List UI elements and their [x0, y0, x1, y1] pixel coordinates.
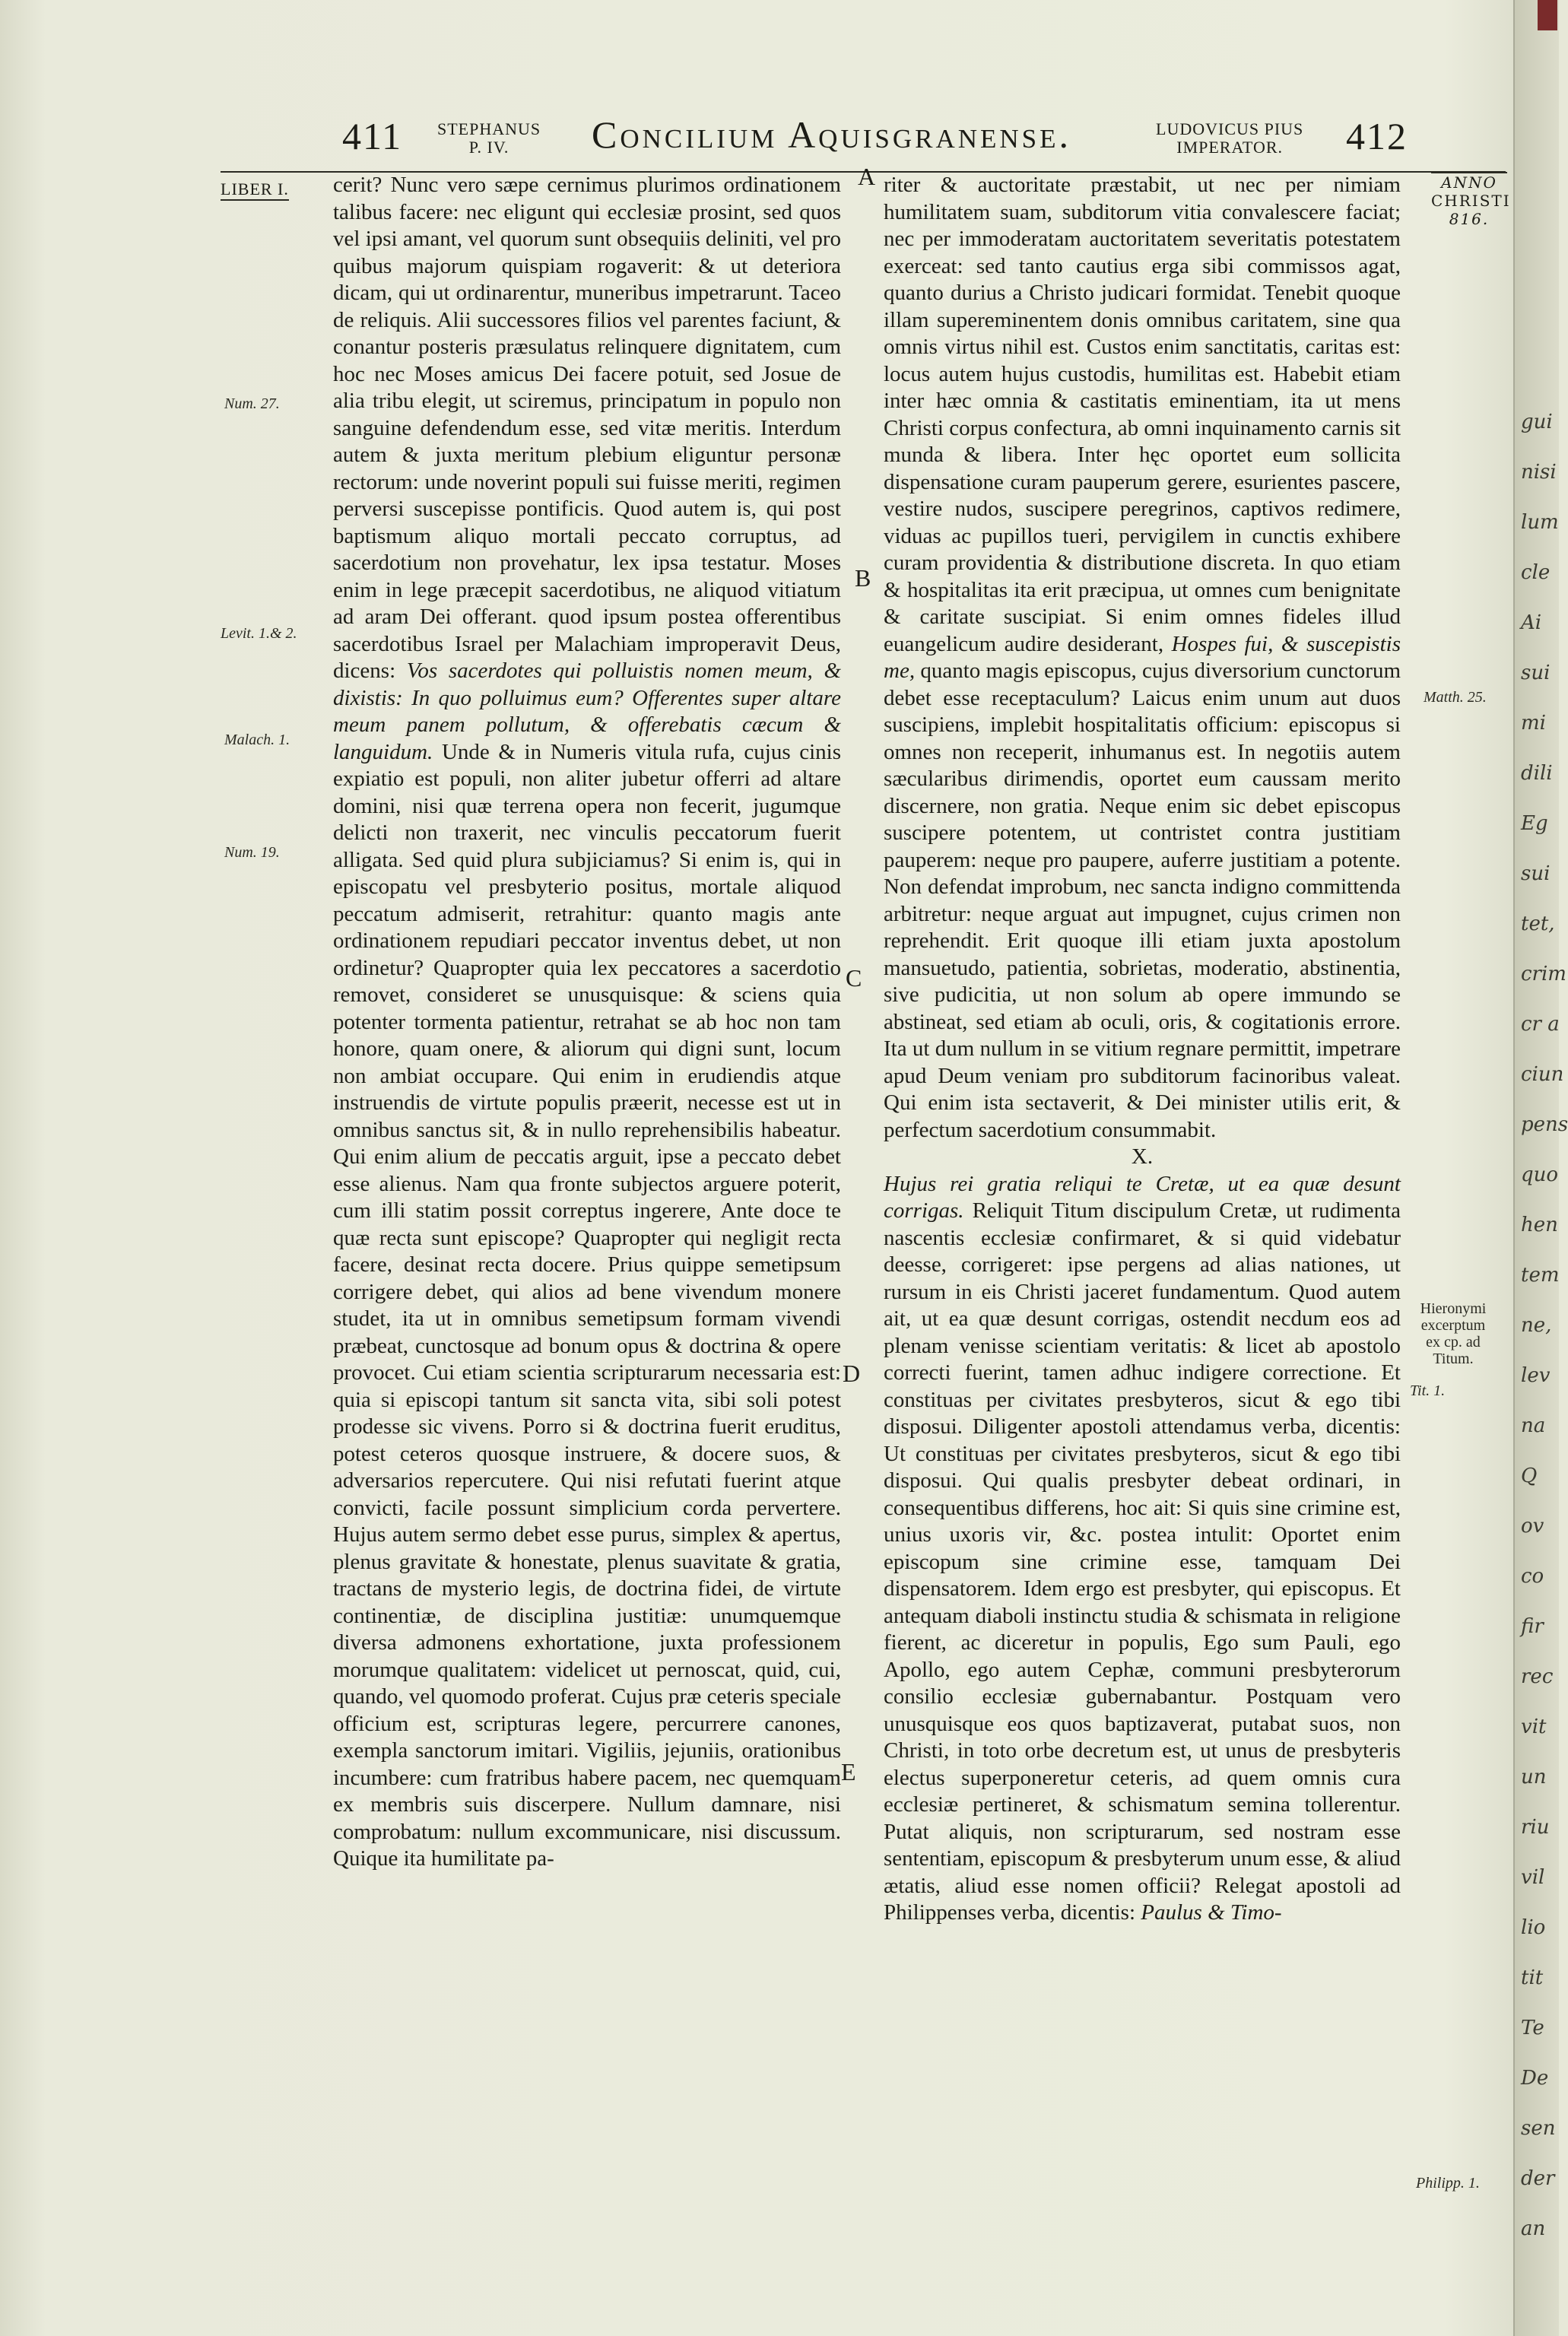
section-letter-b: B [855, 564, 871, 592]
margin-note-matth: Matth. 25. [1424, 689, 1487, 706]
next-page-fragment: lio [1521, 1916, 1546, 1939]
next-page-fragment: De [1521, 2067, 1549, 2090]
next-page-fragment: tit [1521, 1966, 1544, 1989]
next-page-fragment: na [1521, 1414, 1546, 1437]
right-paragraph-2 [884, 1171, 1401, 1927]
next-page-fragment: lum [1521, 511, 1559, 534]
next-page-fragment: an [1521, 2217, 1546, 2240]
next-page-fragment: tet, [1521, 912, 1555, 935]
malachi-quotation: Vos sacerdotes qui polluistis nomen meum, & dixistis: In quo polluimus eum? Offerentes super altare meum panem pollutum, & offerebatis cæcum & languidum. [333, 659, 841, 764]
hieronymi-line-3: ex cp. ad [1426, 1334, 1481, 1350]
next-page-fragment: ne, [1521, 1314, 1552, 1337]
next-page-fragment: hen [1521, 1214, 1558, 1236]
next-page-fragment: sui [1521, 662, 1551, 684]
next-page-fragment: sen [1521, 2117, 1556, 2140]
matthew-quotation: Hospes fui, & suscepistis me, [884, 631, 1401, 683]
next-page-fragment: cr a [1521, 1013, 1560, 1036]
titus-quotation: Hujus rei gratia reliqui te Cretæ, ut ea quæ desunt corrigas. [884, 1171, 1401, 1223]
running-head-ludovicus [1156, 120, 1303, 157]
margin-note-malach: Malach. 1. [224, 732, 290, 748]
next-page-fragment: crim [1521, 963, 1566, 986]
next-page-fragment: co [1521, 1565, 1544, 1588]
next-page-fragment: Q [1521, 1465, 1538, 1487]
ribbon-marker [1538, 0, 1557, 30]
ludovicus-title: IMPERATOR. [1176, 138, 1284, 157]
anno-christi-note [1431, 172, 1511, 228]
next-page-fragment: riu [1521, 1816, 1550, 1839]
margin-note-num19: Num. 19. [224, 844, 280, 861]
next-page-edge [1513, 0, 1568, 2336]
next-page-fragment: der [1521, 2167, 1555, 2190]
next-page-fragment: un [1521, 1766, 1547, 1788]
stephanus-line: STEPHANUS [437, 119, 541, 138]
right-text-2: quanto magis episcopus, cujus diversorium cunctorum debet esse receptaculum? Laicus enim unum aut duos suscipiens, implebit hospitalitatis officium: episcopus si omnes non receperit, inhumanus est. In negotiis autem sæcularibus dirimendis, oportet eum caussam merito discernere, non gratia. Neque enim sic debet episcopus suscipere potentem, ut contristet contra justitiam pauperem: neque pro paupere, auferre justitiam a potente. Non defendat improbum, nec sancta indigno committenda arbitretur: neque arguat aut impugnet, cujus crimen non reprehendit. Erit quoque illi etiam juxta apostolum mansuetudo, patientia, sobrietas, moderatio, abstinentia, sive pudicitia, ut non solum ab opere immundo se abstineat, sed etiam ab oculi, oris, & cogitationis errore. Ita ut dum nullum in se vitium regnare permittit, impetrare apud Deum veniam pro subditorum facinoribus valeat. Qui enim ista sectaverit, & Dei minister utilis erit, & perfectum sacerdotium consummabit. [884, 659, 1401, 1142]
left-text-1: cerit? Nunc vero sæpe cernimus plurimos ordinationem talibus facere: nec eligunt qui ecclesiæ prosint, sed quos vel ipsi amant, vel quorum sunt obsequiis deliniti, vel pro quibus majorum quispiam rogaverit: & ut deteriora dicam, qui ut ordinarentur, muneribus impetrarunt. Taceo de reliquis. Alii successores filios vel parentes faciunt, & conantur posteris præsulatus relinquere dignitatem, cum hoc nec Moses amicus Dei facere potuit, sed Josue de alia tribu elegit, ut sciremus, principatum in populo non sanguine defendendum esse, sed vitæ meritis. Interdum autem & juxta meritum plebium eliguntur personæ rectorum: unde noverint populi sui fuisse meriti, regimen perversi suscepisse pontificis. Quod autem is, qui post baptismum aliquo mortali peccato corruptus, ad sacerdotium non provehatur, lex ipsa testatur. Moses enim in lege præcepit sacerdotibus, ne aliquod vitiatum ad aram Dei offerant. quod ipsum postea offerentibus sacerdotibus Israel per Malachiam improperavit Deus, dicens: [333, 173, 841, 683]
next-page-fragment: cle [1521, 561, 1551, 584]
next-page-fragment: vit [1521, 1716, 1547, 1738]
right-text-3: Reliquit Titum discipulum Cretæ, ut rudimenta nascentis ecclesiæ confirmaret, & si quid videbatur deesse, corrigeret: ipse pergens ad alias nationes, ut rursum in eis Christi jaceret fundamentum. Quod autem ait, ut ea quæ desunt corrigas, ostendit necdum eos ad plenam venisse scientiam veritatis: & licet ab apostolo correcti fuerint, tamen adhuc indigere correctione. Et constituas per civitates presbyteros, sicut & ego tibi disposui. Diligenter apostoli attendamus verba, dicentis: Ut constituas per civitates presbyteros, sicut & ego tibi disposui. Qui qualis presbyter debeat ordinari, in consequentibus differens, hoc ait: Si quis sine crimine est, unius uxoris vir, &c. postea intulit: Oportet enim episcopum sine crimine esse, tamquam Dei dispensatorem. Idem ergo est presbyter, qui episcopus. Et antequam diaboli instinctu studia & schismata in religione fierent, ac diceretur in populis, Ego sum Pauli, ego Apollo, ego autem Cephæ, communi presbyterorum consilio ecclesiæ gubernabantur. Postquam vero unusquisque eos quos baptizaverat, putabat suos, non Christi, in toto orbe decretum est, ut unus de presbyteris electus superponeretur ceteris, ad quem omnis cura ecclesiæ pertineret, & schismatum semina tollerentur. Putat aliquis, non scripturarum, sed nostram esse sententiam, episcopum & presbyterum unum esse, & aliud ætatis, aliud esse nomen officii? Relegat apostoli ad Philippenses verba, dicentis: [884, 1198, 1401, 1925]
anno-year: 816. [1449, 210, 1490, 228]
christi-label: CHRISTI [1431, 192, 1511, 210]
liber-label: LIBER I. [221, 179, 289, 201]
next-page-fragment: mi [1521, 712, 1546, 735]
next-page-fragment: nisi [1521, 461, 1557, 484]
next-page-fragment: vil [1521, 1866, 1545, 1889]
ludovicus-line: LUDOVICUS PIUS [1156, 119, 1304, 138]
page-title: Concilium Aquisgranense. [592, 113, 1072, 156]
next-page-fragment: Ai [1521, 611, 1542, 634]
next-page-fragment: pens [1521, 1113, 1568, 1136]
anno-label: ANNO [1431, 172, 1507, 192]
next-page-fragment: Eg [1521, 812, 1548, 835]
margin-note-num27: Num. 27. [224, 395, 280, 412]
section-letter-d: D [843, 1360, 861, 1387]
page-number-right: 412 [1346, 115, 1408, 157]
next-page-fragment: rec [1521, 1665, 1554, 1688]
margin-note-tit: Tit. 1. [1410, 1382, 1446, 1399]
next-page-fragment: ov [1521, 1515, 1544, 1538]
next-page-fragment: Te [1521, 2017, 1544, 2039]
next-page-fragment: dili [1521, 762, 1553, 785]
margin-note-philipp: Philipp. 1. [1416, 2175, 1480, 2192]
stephanus-pontificate: P. IV. [468, 138, 509, 157]
hieronymi-line-2: excerptum [1420, 1317, 1486, 1334]
next-page-fragment: fir [1521, 1615, 1544, 1638]
next-page-fragment: quo [1521, 1163, 1559, 1186]
section-heading-x: X. [1131, 1144, 1154, 1169]
page-number-left: 411 [342, 115, 403, 157]
left-column-text [333, 172, 841, 1873]
hieronymi-line-4: Titum. [1433, 1350, 1474, 1367]
margin-note-hieronymi [1411, 1300, 1495, 1367]
section-letter-c: C [846, 964, 862, 992]
left-paragraph [333, 172, 841, 1873]
section-letter-e: E [841, 1758, 856, 1785]
section-letter-a: A [858, 163, 876, 190]
right-text-1: riter & auctoritate præstabit, ut nec per nimiam humilitatem suam, subditorum vitia convalescere faciat; nec per immoderatam auctoritatem severitatis potestatem exerceat: sed tanto cautius erga sibi commissos agat, quanto durius a Christo judicari formidat. Tenebit quoque illam supereminentem donis omnibus caritatem, sine qua omnis virtus nihil est. Custos enim sanctitatis, caritas est: locus autem hujus custodis, humilitas est. Habebit etiam inter hæc omnia & castitatis eminentiam, ita ut mens Christi corpus confectura, ab omni inquinamento carnis sit munda & libera. Inter hęc oportet eum sollicita dispensatione curam pauperum gerere, esurientes pascere, vestire nudos, suscipere peregrinos, captivos redimere, viduas ac pupillos tueri, pervigilem in cunctis exhibere curam providentia & distributione discreta. In quo etiam & hospitalitas ita erit præcipua, ut omnes cum benignitate & caritate suscipiat. Si enim omnes fideles illud euangelicum audire desiderant, [884, 173, 1401, 656]
next-page-fragment: sui [1521, 862, 1551, 885]
left-text-2: Unde & in Numeris vitula rufa, cujus cinis expiatio est populi, non aliter jubetur offerri ad altare domini, nisi quæ terrena opera non fecerit, jugumque delicti non traxerit, nec vinculis peccatorum fuerit alligata. Sed quid plura subjiciamus? Si enim is, qui in episcopatu vel presbyterio positus, mortale aliquod peccatum admiserit, retrahitur: quanto magis ante ordinationem repudiari peccator inventus debet, ut non ordinetur? Quapropter quia lex peccatores a sacerdotio removet, consideret se unusquisque: & sciens quia potenter tormenta patientur, retrahat se ab hoc non tam honore, quam onere, & aliorum qui digni sunt, locum non ambiat occupare. Qui enim in erudiendis atque instruendis de virtute populis præerit, necesse est ut in omnibus sanctus sit, & in nullo reprehensibilis habeatur. Qui enim alium de peccatis arguit, ipse a peccato debet esse alienus. Nam qua fronte subjectos arguere poterit, cum illi statim possit correptus ingerere, Ante doce te quæ recta sunt episcope? Quapropter qui negligit recta facere, desinat recta docere. Prius quippe semetipsum corrigere debet, qui alios ad bene vivendum monere studet, ita ut in omnibus semetipsum formam vivendi præbeat, cunctosque ad bonum opus & doctrina & opere provocet. Cui etiam scientia scripturarum necessaria est: quia si episcopi tantum sit sancta vita, sibi soli potest prodesse sic vivens. Porro si & doctrina fuerit eruditus, potest ceteros quosque instruere, & docere suos, & adversarios repercutere. Qui nisi refutati fuerint atque convicti, facile possunt simplicium corda pervertere. Hujus autem sermo debet esse purus, simplex & apertus, plenus gravitate & honestate, plenus suavitate & gratia, tractans de mysterio legis, de doctrina fidei, de virtute continentiæ, de disciplina justitiæ: unumquemque diversa admonens exhortatione, juxta professionem morumque qualitatem: videlicet ut pernoscat, quid, cui, quando, vel quomodo proferat. Cujus præ ceteris speciale officium est, scripturas legere, percurrere canones, exempla sanctorum imitari. Vigiliis, jejuniis, orationibus incumbere: cum fratribus habere pacem, nec quemquam ex membris suis discerpere. Nullum damnare, nisi comprobatum: nullum excommunicare, nisi discussum. Quique ita humilitate pa- [333, 739, 842, 1871]
next-page-fragment: ciun [1521, 1063, 1564, 1086]
margin-note-levit: Levit. 1.& 2. [221, 625, 297, 642]
right-column-text [884, 172, 1401, 1927]
right-paragraph-1 [884, 172, 1401, 1144]
next-page-fragment: gui [1521, 411, 1553, 433]
next-page-fragment: lev [1521, 1364, 1551, 1387]
paulus-quotation: Paulus & Timo- [1141, 1900, 1282, 1925]
running-head-stephanus [437, 120, 541, 157]
hieronymi-line-1: Hieronymi [1420, 1300, 1487, 1317]
next-page-fragment: tem [1521, 1264, 1560, 1287]
